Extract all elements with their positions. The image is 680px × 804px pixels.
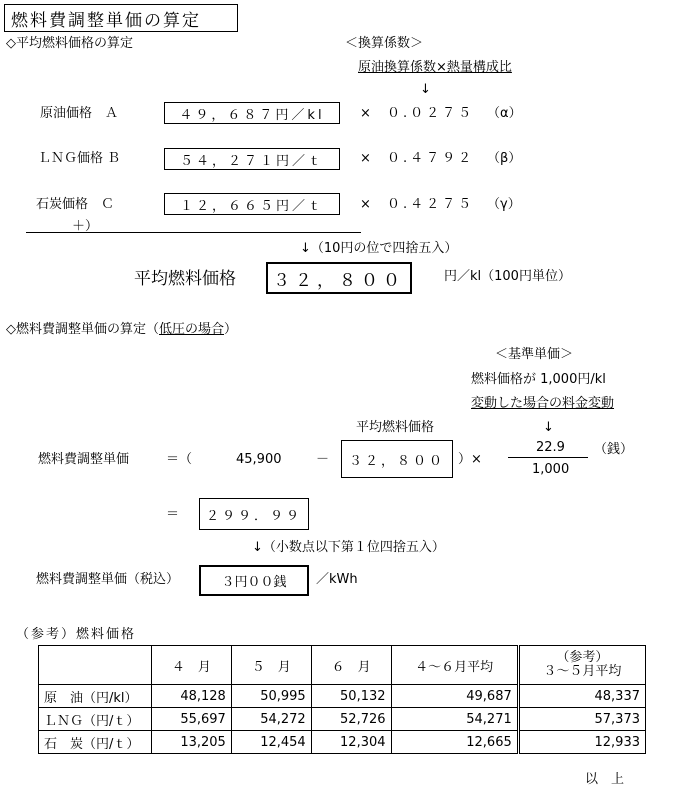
times-sign: × [360,197,371,212]
table-header-cell: ６ 月 [311,646,391,685]
table-cell: 49,687 [391,685,518,708]
reference-header-bottom: ３～５月平均 [543,664,622,679]
average-fuel-price-unit: 円／kl（100円単位） [444,269,571,284]
reference-caption: （参考）燃料価格 [16,627,137,642]
table-cell: 12,665 [391,731,518,754]
greek-symbol: （β） [487,151,522,166]
document-title-box [4,4,238,32]
average-fuel-price-box-2 [341,440,453,478]
table-cell: 50,995 [231,685,311,708]
table-cell: 55,697 [152,708,232,731]
close-paren-times: ）× [458,452,482,467]
row-label: 石 炭（円/ｔ） [39,731,152,754]
reference-header-top: （参考） [556,649,609,665]
heading-close: ） [224,322,238,337]
sum-divider-line [26,232,361,233]
unit-price-label: 燃料費調整単価 [38,452,130,467]
table-row [39,708,646,731]
fuel-price-value: １２，６６５円／ｔ [179,198,324,214]
table-cell: 13,205 [152,731,232,754]
conversion-coef-title: ＜換算係数＞ [345,36,424,51]
table-row [39,685,646,708]
fuel-price-value: ５４，２７１円／ｔ [179,153,324,169]
table-cell: 12,304 [311,731,391,754]
base-unit-line1: 燃料価格が 1,000円/kl [471,372,606,387]
section-average-fuel-heading: ◇平均燃料価格の算定 [6,36,133,51]
table-header-cell: ４～６月平均 [391,646,518,685]
times-sign: × [360,151,371,166]
greek-symbol: （α） [487,106,522,121]
document-title: 燃料費調整単価の算定 [11,10,201,31]
coefficient: ０.０２７５ [387,106,475,121]
table-cell: 57,373 [518,708,645,731]
fraction-numerator: 22.9 [536,440,565,455]
base-unit-line2: 変動した場合の料金変動 [471,396,615,411]
table-header-cell: ５ 月 [231,646,311,685]
greek-symbol: （γ） [487,197,521,212]
fuel-label: ＬＮＧ価格 Ｂ [38,151,121,166]
fuel-label: 原油価格 Ａ [40,106,119,121]
average-fuel-price-label: 平均燃料価格 [134,269,236,289]
table-cell: 54,272 [231,708,311,731]
coefficient: ０.４７９２ [387,151,475,166]
round-note-10yen: ↓（10円の位で四捨五入） [300,241,458,256]
table-cell: 12,454 [231,731,311,754]
base-fuel-price: 45,900 [236,452,282,467]
average-fuel-price-box [266,262,412,294]
fraction-denominator: 1,000 [532,462,570,477]
fuel-label: 石炭価格 Ｃ [36,197,115,212]
conversion-coef-formula: 原油換算係数×熱量構成比 [358,60,512,75]
average-fuel-caption: 平均燃料価格 [356,420,435,435]
fuel-price-box [164,148,340,170]
table-row [39,731,646,754]
result-box [199,498,309,530]
round-note-decimal: ↓（小数点以下第１位四捨五入） [252,540,445,555]
base-unit-down-arrow: ↓ [543,420,554,435]
table-cell: 48,337 [518,685,645,708]
closing-mark: 以 上 [585,772,625,787]
equals-sign: ＝ [166,507,180,522]
heading-text: ◇燃料費調整単価の算定（ [6,322,159,337]
fraction-bar [508,457,588,458]
table-cell: 50,132 [311,685,391,708]
average-fuel-price-value: ３２，８００ [273,270,405,291]
tax-included-label: 燃料費調整単価（税込） [36,572,180,587]
fuel-price-value: ４９，６８７円／kl [179,107,325,123]
base-unit-title: ＜基準単価＞ [495,347,574,362]
heading-low-voltage: 低圧の場合 [159,322,225,337]
row-label: ＬＮＧ（円/ｔ） [39,708,152,731]
table-header-cell [39,646,152,685]
table-cell: 12,933 [518,731,645,754]
row-label: 原 油（円/kl） [39,685,152,708]
result-value: ２９９．９９ [205,508,302,524]
tax-included-unit: ／kWh [316,572,358,587]
table-cell: 54,271 [391,708,518,731]
times-sign: × [360,106,371,121]
plus-sign: ＋） [72,219,99,234]
tax-included-box [199,565,309,596]
fuel-price-box [164,102,340,124]
table-cell: 48,128 [152,685,232,708]
sen-unit: （銭） [594,442,634,457]
reference-fuel-price-table [38,645,646,754]
table-header-row [39,646,646,685]
table-cell: 52,726 [311,708,391,731]
coefficient: ０.４２７５ [387,197,475,212]
minus-sign: － [316,452,330,467]
section-unit-price-heading [6,322,237,338]
fuel-price-box [164,193,340,215]
table-header-cell-reference [518,646,645,685]
average-fuel-price-value-2: ３２，８００ [348,453,445,469]
tax-included-value: ３円００銭 [221,575,287,590]
equals-open-paren: ＝（ [166,452,193,467]
conversion-down-arrow: ↓ [420,82,431,97]
table-header-cell: ４ 月 [152,646,232,685]
